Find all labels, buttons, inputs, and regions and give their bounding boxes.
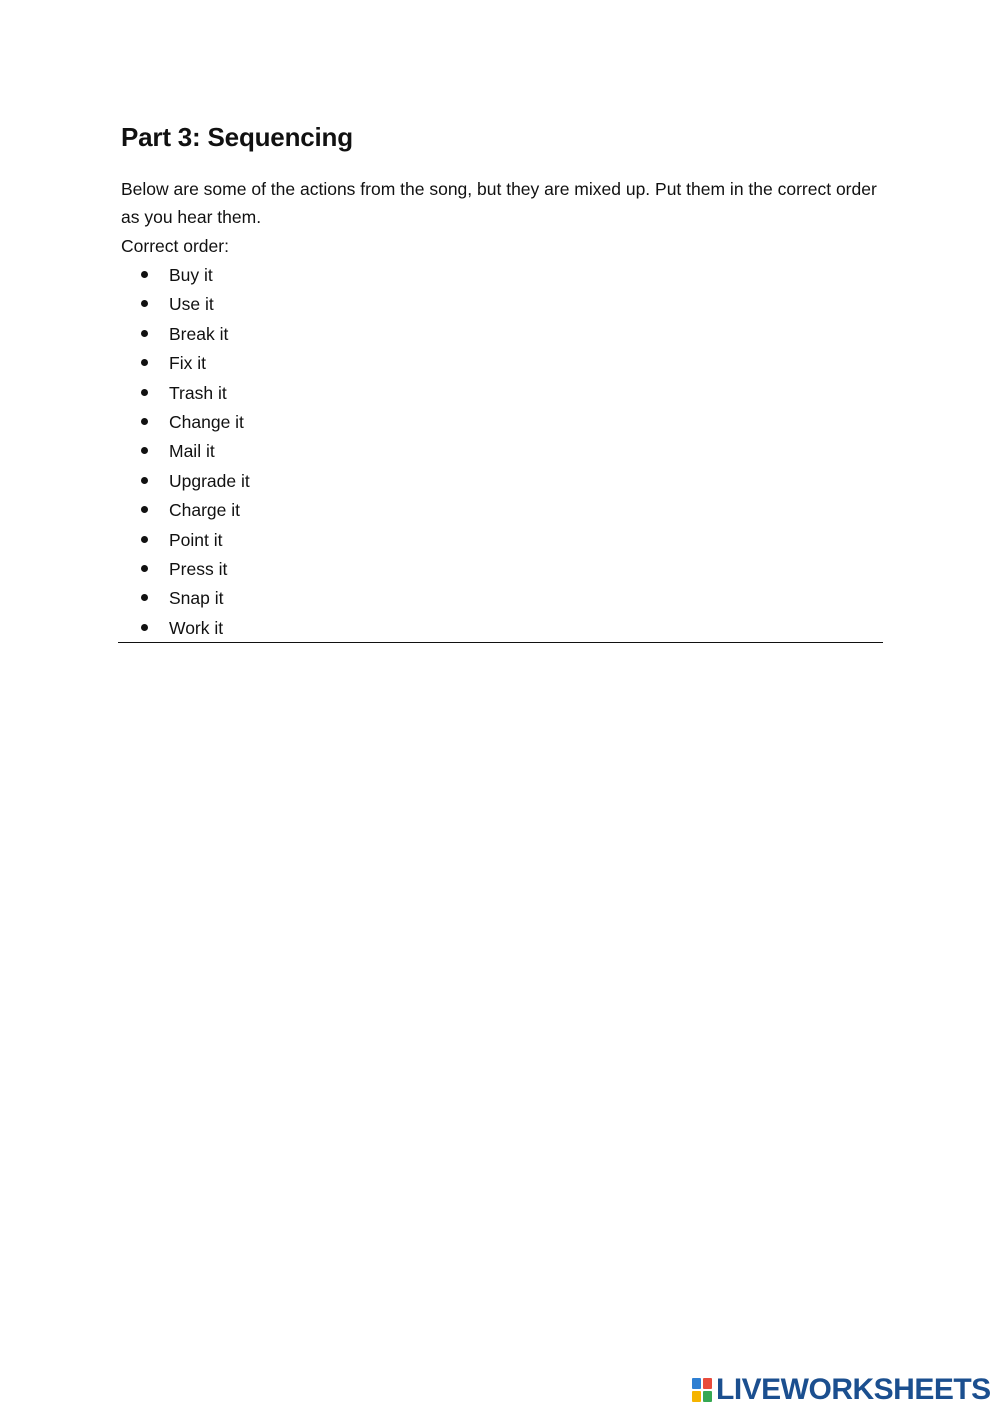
bullet-icon [141, 477, 148, 484]
correct-order-label: Correct order: [121, 236, 229, 256]
instructions-text: Below are some of the actions from the song, but they are mixed up. Put them in the correct order as you hear them. [121, 179, 877, 227]
horizontal-divider [118, 642, 883, 643]
bullet-icon [141, 330, 148, 337]
bullet-icon [141, 447, 148, 454]
liveworksheets-logo [692, 1374, 991, 1406]
list-item [121, 349, 250, 378]
bullet-icon [141, 594, 148, 601]
action-label: Charge it [169, 500, 241, 521]
list-item [121, 584, 250, 613]
action-label: Fix it [169, 353, 206, 374]
action-label: Break it [169, 323, 229, 344]
action-label: Trash it [169, 382, 227, 403]
list-item [121, 467, 250, 496]
action-label: Upgrade it [169, 470, 250, 491]
logo-mark-icon [692, 1378, 712, 1402]
action-label: Change it [169, 411, 244, 432]
action-label: Mail it [169, 441, 215, 462]
action-label: Work it [169, 617, 224, 638]
list-item [121, 614, 250, 643]
list-item [121, 437, 250, 466]
bullet-icon [141, 300, 148, 307]
action-label: Point it [169, 529, 223, 550]
list-item [121, 261, 250, 290]
bullet-icon [141, 506, 148, 513]
bullet-icon [141, 536, 148, 543]
action-list [121, 261, 250, 643]
list-item [121, 555, 250, 584]
logo-text: LIVEWORKSHEETS [716, 1373, 991, 1406]
list-item [121, 496, 250, 525]
action-label: Use it [169, 294, 214, 315]
bullet-icon [141, 359, 148, 366]
bullet-icon [141, 565, 148, 572]
list-item [121, 526, 250, 555]
list-item [121, 379, 250, 408]
bullet-icon [141, 389, 148, 396]
list-item [121, 290, 250, 319]
bullet-icon [141, 271, 148, 278]
list-item [121, 408, 250, 437]
section-heading: Part 3: Sequencing [121, 122, 353, 152]
action-label: Snap it [169, 588, 224, 609]
action-label: Buy it [169, 265, 213, 285]
action-label: Press it [169, 558, 228, 579]
bullet-icon [141, 624, 148, 631]
list-item [121, 320, 250, 349]
bullet-icon [141, 418, 148, 425]
